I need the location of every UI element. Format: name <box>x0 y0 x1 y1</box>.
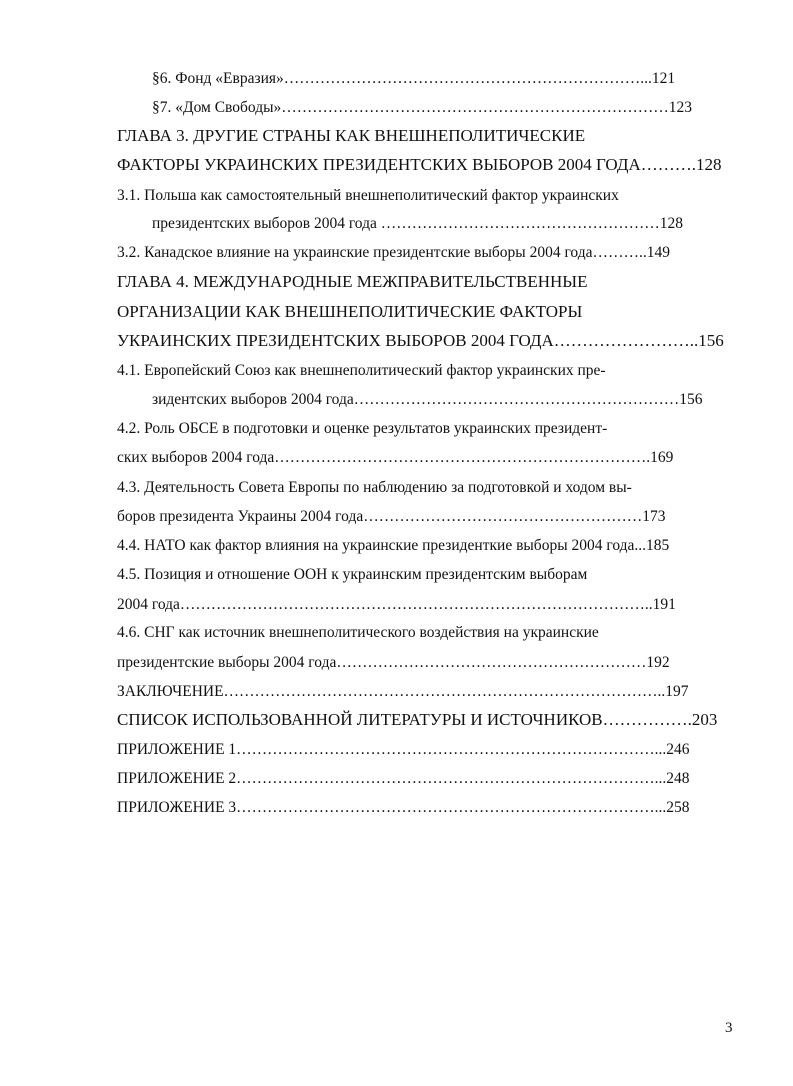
toc-chapter-3-title: ГЛАВА 3. ДРУГИЕ СТРАНЫ КАК ВНЕШНЕПОЛИТИЧЕСКИЕ <box>117 126 586 145</box>
toc-entry-4-1-cont: зидентских выборов 2004 года………………………………………………………156 <box>152 391 703 408</box>
toc-entry-4-1: 4.1. Европейский Союз как внешнеполитический фактор украинских пре- <box>117 362 606 379</box>
toc-entry-4-6-cont: президентские выборы 2004 года……………………………………………………192 <box>117 654 670 671</box>
toc-entry-appendix-1: ПРИЛОЖЕНИЕ 1………………………………………………………………………...246 <box>117 741 690 758</box>
toc-entry-4-5: 4.5. Позиция и отношение ООН к украинским президентским выборам <box>117 566 588 583</box>
toc-entry-3-1: 3.1. Польша как самостоятельный внешнеполитический фактор украинских <box>117 187 619 204</box>
toc-entry-4-5-cont: 2004 года………………………………………………………………………………..191 <box>117 596 676 613</box>
toc-entry-3-2: 3.2. Канадское влияние на украинские президентские выборы 2004 года………..149 <box>117 244 670 261</box>
toc-entry-appendix-3: ПРИЛОЖЕНИЕ 3………………………………………………………………………...258 <box>117 799 690 816</box>
toc-entry-4-6: 4.6. СНГ как источник внешнеполитического воздействия на украинские <box>117 624 599 641</box>
toc-entry-3-1-cont: президентских выборов 2004 года ………………………………………………128 <box>152 215 683 232</box>
toc-entry-4-4: 4.4. НАТО как фактор влияния на украинские президенткие выборы 2004 года...185 <box>117 537 670 554</box>
page-number: 3 <box>725 1020 733 1036</box>
toc-chapter-3-title-cont: ФАКТОРЫ УКРАИНСКИХ ПРЕЗИДЕНТСКИХ ВЫБОРОВ 2004 ГОДА……….128 <box>117 155 722 174</box>
toc-entry-bibliography: СПИСОК ИСПОЛЬЗОВАННОЙ ЛИТЕРАТУРЫ И ИСТОЧНИКОВ…………….203 <box>117 710 718 729</box>
toc-entry-section-6: §6. Фонд «Евразия»……………………………………………………………...121 <box>152 70 676 87</box>
toc-entry-section-7: §7. «Дом Свободы»…………………………………………………………………123 <box>152 99 693 116</box>
toc-entry-4-3-cont: боров президента Украины 2004 года………………………………………………173 <box>117 508 666 525</box>
toc-entry-4-2: 4.2. Роль ОБСЕ в подготовки и оценке результатов украинских президент- <box>117 420 608 437</box>
toc-entry-4-2-cont: ских выборов 2004 года……………………………………………………………….169 <box>117 449 674 466</box>
toc-chapter-4-title: ГЛАВА 4. МЕЖДУНАРОДНЫЕ МЕЖПРАВИТЕЛЬСТВЕННЫЕ <box>117 272 588 291</box>
toc-entry-appendix-2: ПРИЛОЖЕНИЕ 2………………………………………………………………………...248 <box>117 770 690 787</box>
toc-entry-conclusion: ЗАКЛЮЧЕНИЕ…………………………………………………………………………..197 <box>117 683 689 700</box>
toc-chapter-4-title-cont2: УКРАИНСКИХ ПРЕЗИДЕНТСКИХ ВЫБОРОВ 2004 ГОДА……………………..156 <box>117 331 724 350</box>
toc-chapter-4-title-cont1: ОРГАНИЗАЦИИ КАК ВНЕШНЕПОЛИТИЧЕСКИЕ ФАКТОРЫ <box>117 302 583 321</box>
toc-entry-4-3: 4.3. Деятельность Совета Европы по наблюдению за подготовкой и ходом вы- <box>117 479 632 496</box>
